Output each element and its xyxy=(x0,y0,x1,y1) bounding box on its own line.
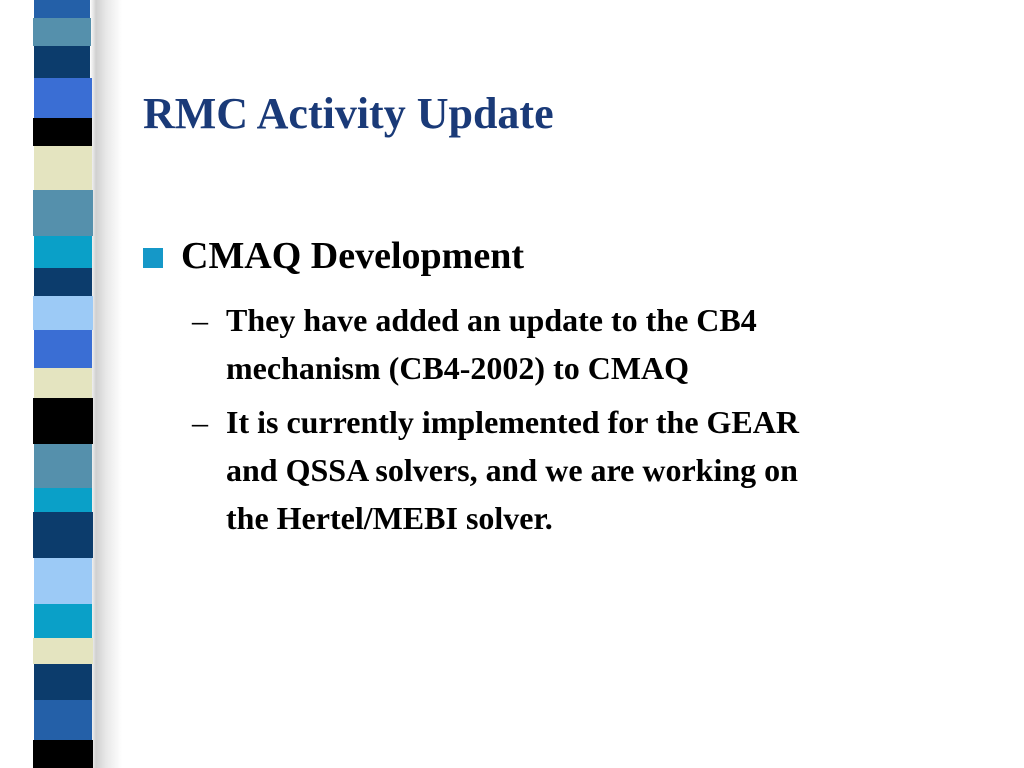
sub-bullet-text xyxy=(226,296,976,392)
text-line: They have added an update to the CB4 xyxy=(226,302,757,338)
stripe-block xyxy=(34,604,92,638)
bullet-text: CMAQ Development xyxy=(181,235,524,277)
text-line: and QSSA solvers, and we are working on xyxy=(226,452,798,488)
square-bullet-icon xyxy=(143,248,163,268)
stripe-block xyxy=(34,0,90,18)
stripe-block xyxy=(34,488,92,512)
stripe-block xyxy=(34,700,92,740)
stripe-block xyxy=(34,78,92,118)
stripe-block xyxy=(33,118,92,146)
stripe-block xyxy=(33,18,91,46)
stripe-block xyxy=(34,330,92,368)
stripe-block xyxy=(34,236,92,268)
stripe-block xyxy=(33,638,93,664)
stripe-block xyxy=(34,444,92,488)
sub-bullet-item xyxy=(192,398,976,542)
slide-title: RMC Activity Update xyxy=(143,89,554,138)
stripe-block xyxy=(33,190,93,236)
stripe-block xyxy=(34,664,92,700)
bullet-item xyxy=(143,234,524,278)
stripe-block xyxy=(33,740,93,768)
stripe-block xyxy=(34,146,92,190)
decorative-stripe xyxy=(0,0,122,768)
stripe-block xyxy=(34,46,90,78)
stripe-block xyxy=(33,398,93,444)
dash-icon: – xyxy=(192,302,208,338)
sub-bullet-text xyxy=(226,398,976,542)
text-line: It is currently implemented for the GEAR xyxy=(226,404,799,440)
sub-bullet-item xyxy=(192,296,976,392)
text-line: mechanism (CB4-2002) to CMAQ xyxy=(226,350,690,386)
stripe-block xyxy=(34,558,92,604)
dash-icon: – xyxy=(192,404,208,440)
text-line: the Hertel/MEBI solver. xyxy=(226,500,553,536)
stripe-block xyxy=(34,268,92,296)
stripe-block xyxy=(33,512,93,558)
stripe-block xyxy=(34,368,92,398)
stripe-block xyxy=(33,296,93,330)
